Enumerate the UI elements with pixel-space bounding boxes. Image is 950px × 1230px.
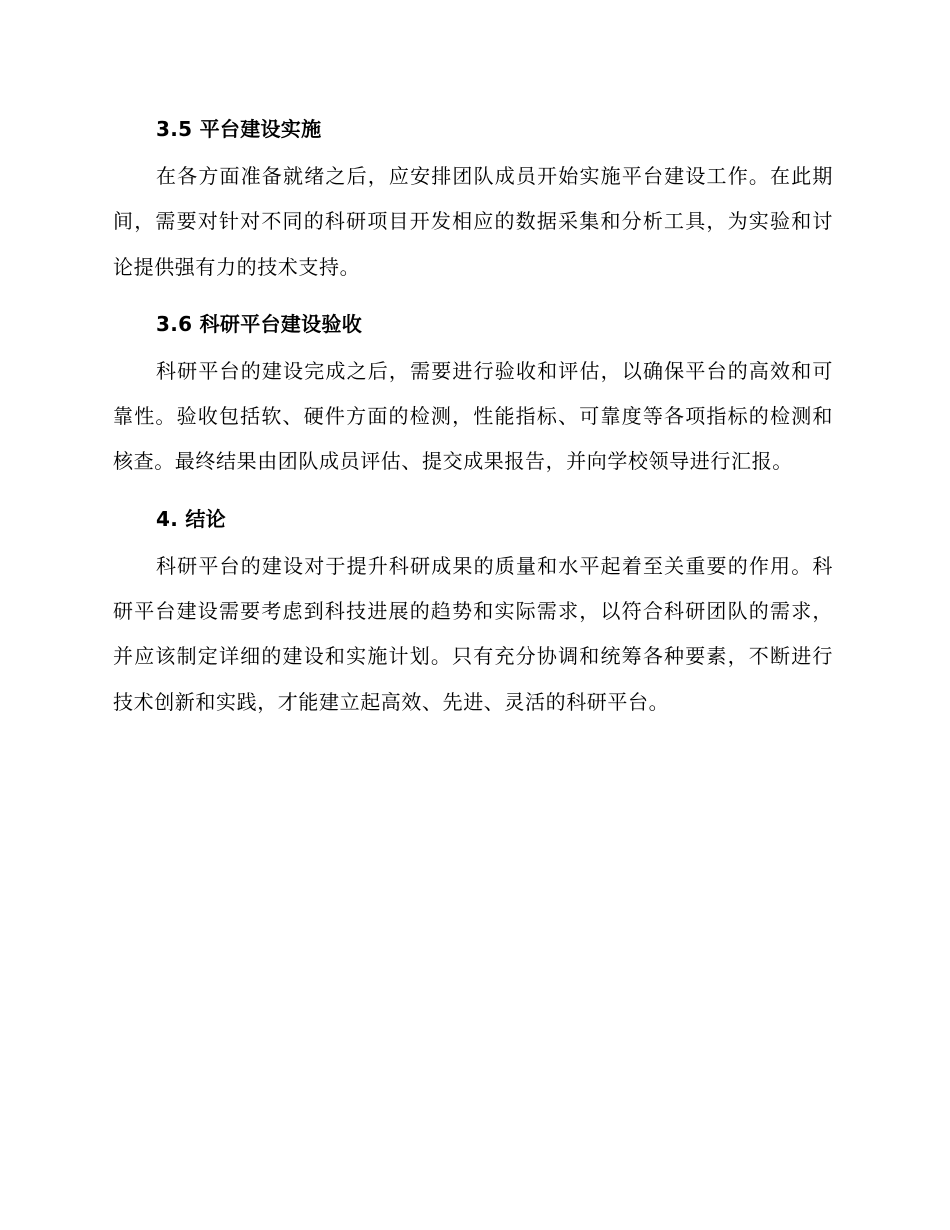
document-body <box>113 112 833 725</box>
section-paragraph-3-6: 科研平台的建设完成之后，需要进行验收和评估，以确保平台的高效和可靠性。验收包括软、硬件方面的检测，性能指标、可靠度等各项指标的检测和核查。最终结果由团队成员评估、提交成果报告，并向学校领导进行汇报。 <box>113 358 833 474</box>
section-heading-3-5: 3.5 平台建设实施 <box>156 117 322 141</box>
section-heading-4: 4. 结论 <box>156 506 226 531</box>
section-paragraph-4: 科研平台的建设对于提升科研成果的质量和水平起着至关重要的作用。科研平台建设需要考虑到科技进展的趋势和实际需求，以符合科研团队的需求，并应该制定详细的建设和实施计划。只有充分协调和统筹各种要素，不断进行技术创新和实践，才能建立起高效、先进、灵活的科研平台。 <box>113 553 833 714</box>
section-heading-3-6: 3.6 科研平台建设验收 <box>156 311 362 336</box>
section-paragraph-3-5: 在各方面准备就绪之后，应安排团队成员开始实施平台建设工作。在此期间，需要对针对不同的科研项目开发相应的数据采集和分析工具，为实验和讨论提供强有力的技术支持。 <box>113 164 833 279</box>
